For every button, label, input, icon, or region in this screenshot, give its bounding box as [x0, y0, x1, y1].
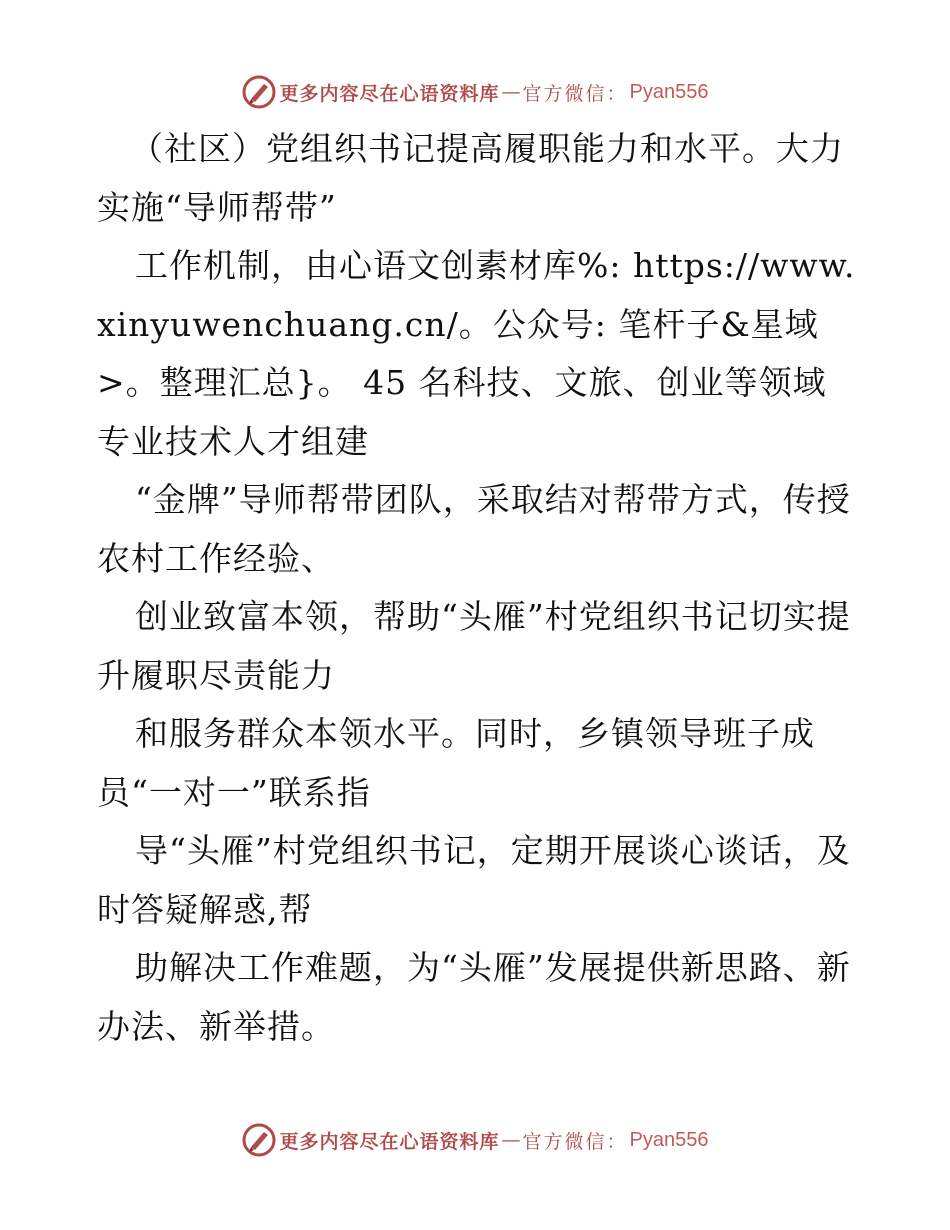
- paragraph-7: 助解决工作难题，为“头雁”发展提供新思路、新办法、新举措。: [97, 948, 851, 1046]
- banner-official-label: 官方微信：: [522, 82, 628, 105]
- banner-text: 更多内容尽在心语资料库: [279, 82, 500, 105]
- banner-dash: —: [501, 81, 521, 103]
- banner-dash: —: [501, 1129, 521, 1151]
- pen-logo-icon: [242, 1123, 276, 1157]
- paragraph-5: 和服务群众本领水平。同时，乡镇领导班子成员“一对一”联系指: [97, 714, 815, 812]
- banner-account-id: Pyan556: [629, 1128, 709, 1151]
- paragraph-6: 导“头雁”村党组织书记，定期开展谈心谈话，及时答疑解惑,帮: [97, 831, 851, 929]
- paragraph-3: “金牌”导师帮带团队，采取结对帮带方式，传授农村工作经验、: [97, 480, 851, 578]
- banner-official-label: 官方微信：: [522, 1130, 628, 1153]
- document-body: [97, 120, 857, 1056]
- pen-logo-icon: [242, 75, 276, 109]
- header-banner: [0, 72, 950, 112]
- banner-account-id: Pyan556: [629, 80, 709, 103]
- paragraph-1: （社区）党组织书记提高履职能力和水平。大力实施“导师帮带”: [97, 129, 844, 227]
- paragraph-4: 创业致富本领，帮助“头雁”村党组织书记切实提升履职尽责能力: [97, 597, 851, 695]
- footer-banner: [0, 1120, 950, 1160]
- banner-text: 更多内容尽在心语资料库: [279, 1130, 500, 1153]
- paragraph-2: 工作机制，由心语文创素材库%: https://www.xinyuwenchuang.cn/。公众号: 笔杆子&星域>。整理汇总}。 45 名科技、文旅、创业等领域专业技术人才组建: [97, 246, 856, 461]
